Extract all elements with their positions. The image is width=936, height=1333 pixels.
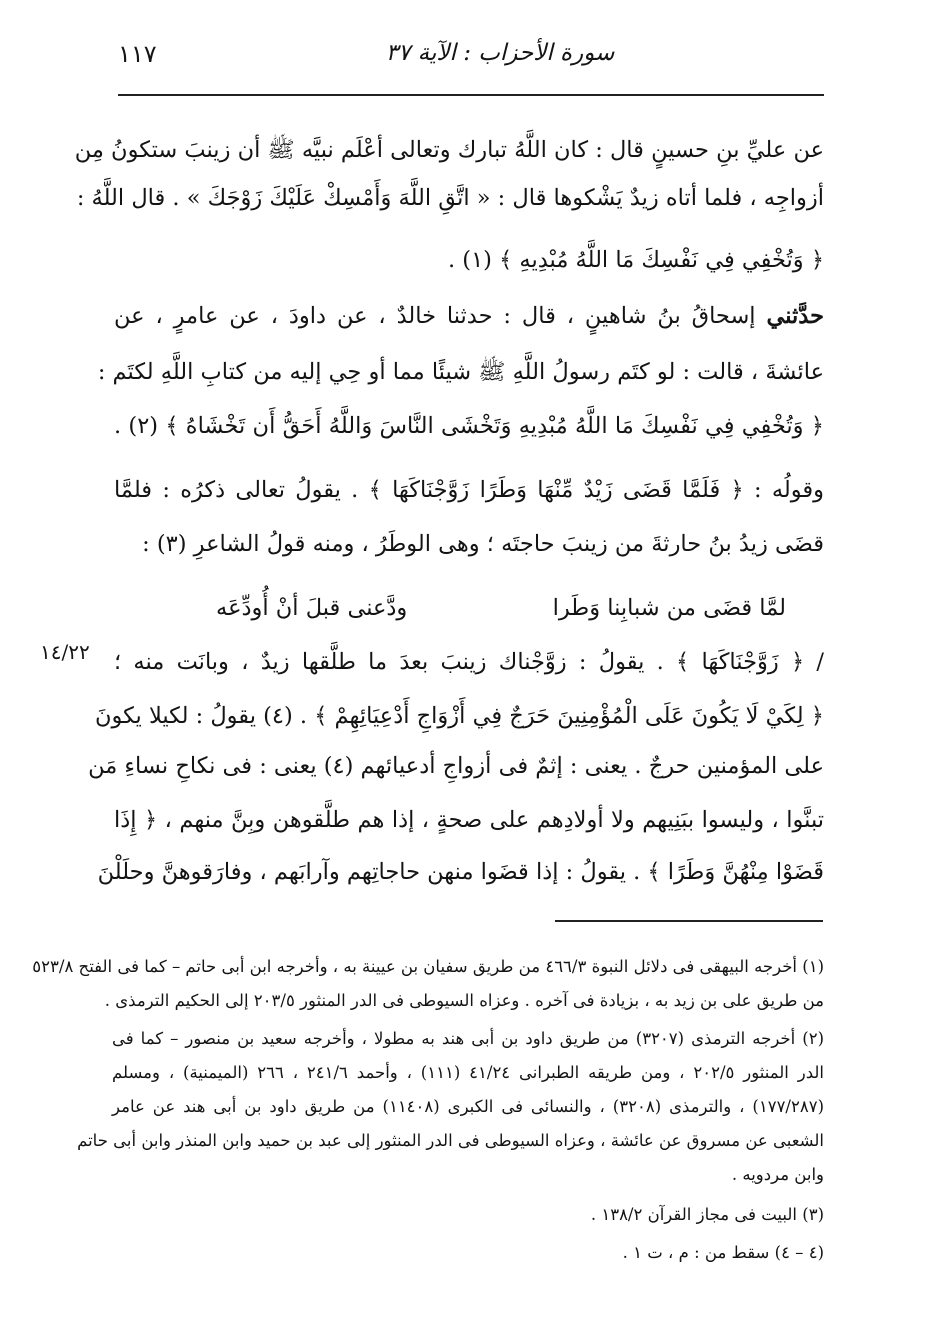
- body-line: تبنَّوا ، وليسوا ببَنِيهم ولا أولادِهم على صحةٍ ، إذا هم طلَّقوهن وبِنَّ منهم ، ﴿ إِذَا: [114, 807, 824, 833]
- footnote-line: (٤ – ٤) سقط من : م ، ت ١ .: [622, 1243, 824, 1262]
- body-line: قضَى زيدُ بنُ حارثةَ من زينبَ حاجتَه ؛ وهى الوطَرُ ، ومنه قولُ الشاعرِ (٣) :: [142, 531, 824, 557]
- quran-verse-line: ﴿ وَتُخْفِي فِي نَفْسِكَ مَا اللَّهُ مُبْدِيهِ ﴾ (١) .: [447, 247, 824, 273]
- header-rule: [118, 94, 824, 96]
- hadith-chain: حدَّثني إسحاقُ بنُ شاهينٍ ، قال : حدثنا خالدٌ ، عن داودَ ، عن عامرٍ ، عن: [114, 303, 824, 329]
- poem-hemistich-first: ودَّعنى قبلَ أنْ أُودِّعَه: [216, 595, 408, 621]
- footnote-line: من طريق على بن زيد به ، بزيادة فى آخره . وعزاه السيوطى فى الدر المنثور ٢٠٣/٥ إلى الحكيم الترمذى .: [104, 991, 824, 1010]
- page-number: ١١٧: [118, 40, 157, 68]
- footnote-line: الشعبى عن مسروق عن عائشة ، وعزاه السيوطى فى الدر المنثور إلى عبد بن حميد وابن المنذر وابن أبى حاتم: [77, 1131, 824, 1150]
- footnote-line: (١) أخرجه البيهقى فى دلائل النبوة ٤٦٦/٣ من طريق سفيان بن عيينة به ، وأخرجه ابن أبى حاتم – كما فى الفتح ٥٢٣/٨: [32, 957, 824, 976]
- body-line: على المؤمنين حرجٌ . يعنى : إثمٌ فى أزواجِ أدعيائهم (٤) يعنى : فى نكاحِ نساءِ مَن: [88, 753, 824, 779]
- footnote-line: (٢) أخرجه الترمذى (٣٢٠٧) من طريق داود بن أبى هند به مطولا ، وأخرجه سعيد بن منصور – كما فى: [112, 1029, 825, 1048]
- quran-verse-line: ﴿ وَتُخْفِي فِي نَفْسِكَ مَا اللَّهُ مُبْدِيهِ وَتَخْشَى النَّاسَ وَاللَّهُ أَحَقُّ أَن تَخْشَاهُ ﴾ (٢) .: [114, 413, 824, 439]
- body-line: عائشةَ ، قالت : لو كتَم رسولُ اللَّهِ ﷺ شيئًا مما أو حِي إليه من كتابِ اللَّهِ لكتَم :: [97, 359, 824, 385]
- body-line: قَضَوْا مِنْهُنَّ وَطَرًا ﴾ . يقولُ : إذا قضَوا منهن حاجاتِهم وآرابَهم ، وفارَقوهنَّ وحلَلْنَ: [97, 859, 824, 885]
- hadith-opening-word: حدَّثني: [766, 303, 824, 329]
- footnote-line: وابن مردويه .: [731, 1165, 824, 1184]
- body-line: وقولُه : ﴿ فَلَمَّا قَضَى زَيْدٌ مِّنْهَا وَطَرًا زَوَّجْنَاكَهَا ﴾ . يقولُ تعالى ذكرُه : فلمَّا: [114, 477, 824, 503]
- poetry-verse: [216, 588, 786, 628]
- running-header-title: سورة الأحزاب : الآية ٣٧: [385, 40, 615, 66]
- body-line: عن عليِّ بنِ حسينٍ قال : كان اللَّهُ تبارك وتعالى أعْلَم نبيَّه ﷺ أن زينبَ ستكونُ مِن: [74, 137, 824, 163]
- margin-reference: ١٤/٢٢: [40, 640, 90, 664]
- footnote-line: (٣) البيت فى مجاز القرآن ١٣٨/٢ .: [590, 1205, 824, 1224]
- footnote-rule: [555, 920, 823, 922]
- body-line: / ﴿ زَوَّجْنَاكَهَا ﴾ . يقولُ : زوَّجْناك زينبَ بعدَ ما طلَّقها زيدٌ ، وبانَت منه ؛: [114, 649, 824, 675]
- poem-hemistich-second: لمَّا قضَى من شبابِنا وَطَرا: [552, 595, 786, 621]
- quran-verse-line: ﴿ لِكَيْ لَا يَكُونَ عَلَى الْمُؤْمِنِينَ حَرَجٌ فِي أَزْوَاجِ أَدْعِيَائِهِمْ ﴾ . (٤) يقولُ : لكيلا يكونَ: [94, 703, 824, 729]
- isnad-line: [114, 296, 824, 336]
- body-line: أزواجِه ، فلما أتاه زيدٌ يَشْكوها قال : « اتَّقِ اللَّهَ وَأَمْسِكْ عَلَيْكَ زَوْجَكَ » . قال اللَّهُ :: [76, 185, 824, 211]
- footnote-line: الدر المنثور ٢٠٢/٥ ، ومن طريقه الطبرانى ٤١/٢٤ (١١١) ، وأحمد ٢٤١/٦ ، ٢٦٦ (الميمنية) ، ومسلم: [112, 1063, 824, 1082]
- footnote-line: (١٧٧/٢٨٧) ، والترمذى (٣٢٠٨) ، والنسائى فى الكبرى (١١٤٠٨) من طريق داود بن أبى هند عن عامر: [112, 1097, 825, 1116]
